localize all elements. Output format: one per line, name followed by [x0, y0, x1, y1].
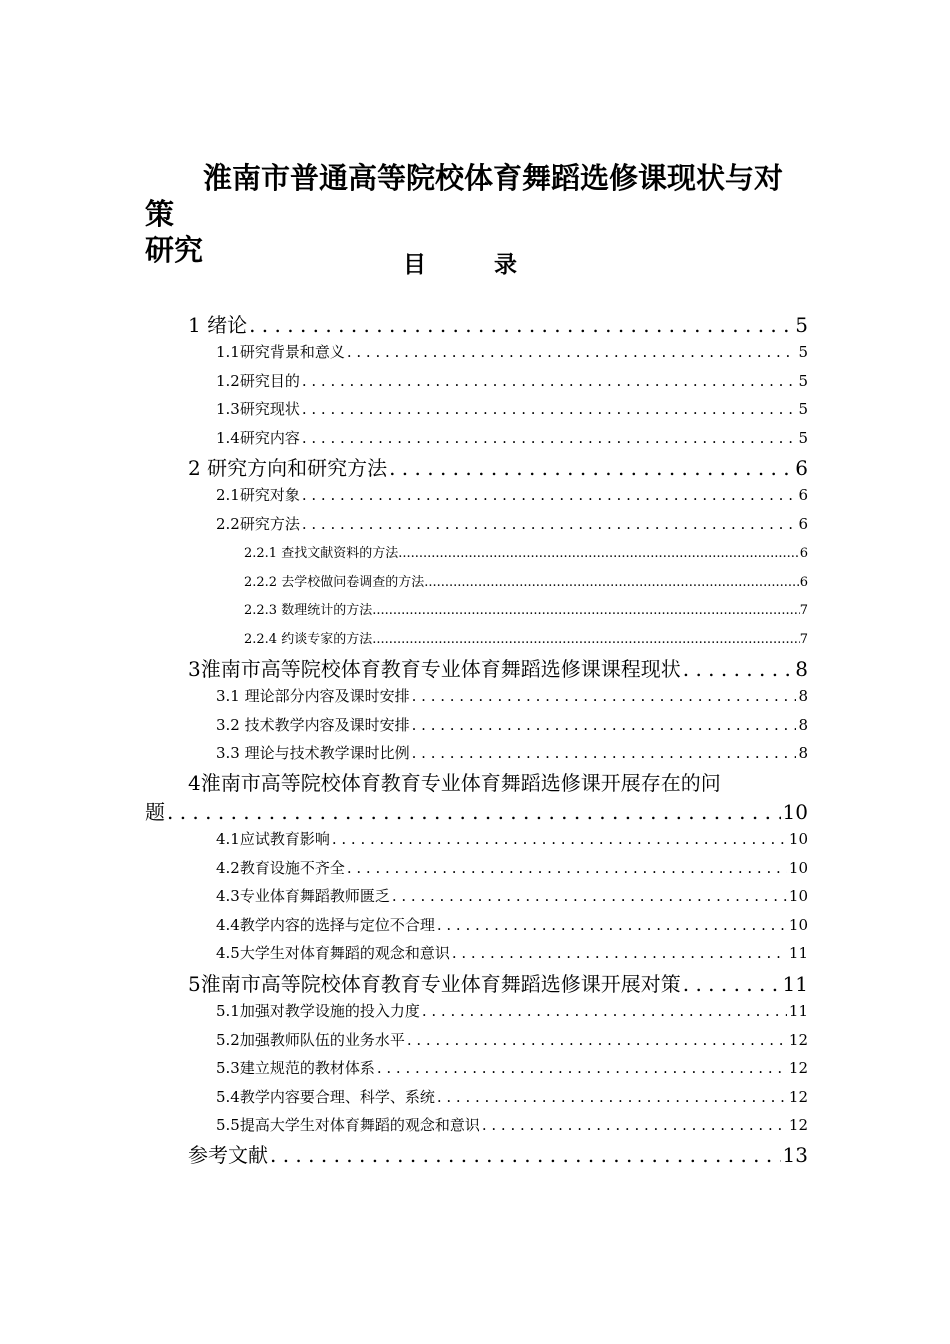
toc-page-number: 10: [782, 800, 808, 822]
toc-entry-text: 2.2.1 查找文献资料的方法: [244, 546, 399, 561]
toc-leader-dots: [407, 1031, 787, 1049]
toc-page-number: 12: [788, 1088, 808, 1106]
toc-leader-dots: [270, 1143, 781, 1165]
toc-leader-dots: [302, 400, 797, 418]
toc-entry[interactable]: [216, 1114, 808, 1136]
toc-entry-text: 2.2.2 去学校做问卷调查的方法: [244, 575, 425, 590]
toc-page-number: 11: [782, 972, 808, 994]
toc-entry-text: 5.2加强教师队伍的业务水平: [216, 1031, 405, 1049]
toc-entry-text: 5.4教学内容要合理、科学、系统: [216, 1088, 435, 1106]
toc-entry[interactable]: [216, 1029, 808, 1051]
toc-entry-text: 2.2研究方法: [216, 515, 300, 533]
toc-entry-text: 5.1加强对教学设施的投入力度: [216, 1002, 420, 1020]
toc-entry-text: 3.2 技术教学内容及课时安排: [216, 716, 410, 734]
toc-page-number: 6: [799, 575, 808, 590]
toc-entry-text: 参考文献: [188, 1143, 268, 1165]
toc-entry[interactable]: [188, 452, 808, 478]
toc-leader-dots: [377, 1059, 787, 1077]
toc-entry[interactable]: [216, 828, 808, 850]
toc-entry[interactable]: [216, 1086, 808, 1108]
toc-page-number: 6: [799, 546, 808, 561]
toc-page-number: 10: [788, 887, 808, 905]
toc-page-number: 5: [798, 400, 808, 418]
toc-leader-dots: [424, 575, 800, 590]
toc-leader-dots: [347, 343, 797, 361]
toc-entry-text: 5.5提高大学生对体育舞蹈的观念和意识: [216, 1116, 480, 1134]
toc-entry-wrapped-line[interactable]: 4淮南市高等院校体育教育专业体育舞蹈选修课开展存在的问: [188, 771, 721, 795]
toc-entry[interactable]: [188, 653, 808, 679]
toc-page-number: 5: [798, 372, 808, 390]
toc-entry[interactable]: [216, 427, 808, 449]
toc-entry-text: 3.3 理论与技术教学课时比例: [216, 744, 410, 762]
toc-entry-text: 1.4研究内容: [216, 429, 300, 447]
toc-page-number: 12: [788, 1059, 808, 1077]
toc-entry-text: 2.2.4 约谈专家的方法: [244, 632, 373, 647]
toc-entry-text: 4.1应试教育影响: [216, 830, 330, 848]
toc-entry-text: 2.1研究对象: [216, 486, 300, 504]
toc-page-number: 12: [788, 1116, 808, 1134]
toc-page-number: 11: [788, 944, 808, 962]
toc-page-number: 10: [788, 859, 808, 877]
toc-entry[interactable]: [188, 309, 808, 335]
toc-entry-text: 题: [145, 800, 165, 822]
toc-leader-dots: [372, 632, 800, 647]
toc-leader-dots: [422, 1002, 787, 1020]
toc-leader-dots: [249, 313, 793, 335]
toc-page-number: 5: [795, 313, 808, 335]
toc-entry-text: 1.2研究目的: [216, 372, 300, 390]
toc-entry[interactable]: [216, 885, 808, 907]
toc-leader-dots: [437, 916, 787, 934]
toc-entry[interactable]: [216, 513, 808, 535]
toc-leader-dots: [683, 972, 781, 994]
toc-page-number: 7: [799, 603, 808, 618]
toc-page-number: 6: [798, 515, 808, 533]
toc-leader-dots: [302, 429, 797, 447]
toc-entry[interactable]: [216, 685, 808, 707]
toc-entry[interactable]: [216, 398, 808, 420]
title-line-1: 淮南市普通高等院校体育舞蹈选修课现状与对策: [145, 161, 784, 231]
toc-entry-text: 5.3建立规范的教材体系: [216, 1059, 375, 1077]
toc-page-number: 5: [798, 429, 808, 447]
toc-leader-dots: [389, 456, 793, 478]
toc-page-number: 8: [798, 687, 808, 705]
toc-leader-dots: [167, 800, 781, 822]
toc-entry-text: 5淮南市高等院校体育教育专业体育舞蹈选修课开展对策: [188, 972, 681, 994]
toc-entry[interactable]: [188, 1139, 808, 1165]
toc-entry[interactable]: [244, 571, 808, 591]
toc-entry[interactable]: [216, 341, 808, 363]
toc-entry[interactable]: [216, 370, 808, 392]
toc-leader-dots: [412, 744, 797, 762]
toc-page-number: 5: [798, 343, 808, 361]
toc-leader-dots: [302, 515, 797, 533]
toc-page-number: 13: [782, 1143, 808, 1165]
toc-leader-dots: [392, 887, 787, 905]
toc-entry-text: 4.4教学内容的选择与定位不合理: [216, 916, 435, 934]
toc-entry-text: 4.2教育设施不齐全: [216, 859, 345, 877]
toc-leader-dots: [437, 1088, 787, 1106]
toc-entry-text: 1 绪论: [188, 313, 248, 335]
toc-entry[interactable]: [244, 542, 808, 562]
toc-entry[interactable]: [244, 628, 808, 648]
toc-entry-text: 1.1研究背景和意义: [216, 343, 345, 361]
toc-entry-text: 2.2.3 数理统计的方法: [244, 603, 373, 618]
toc-page-number: 6: [795, 456, 808, 478]
toc-entry[interactable]: [244, 599, 808, 619]
toc-page-number: 10: [788, 916, 808, 934]
toc-page-number: 6: [798, 486, 808, 504]
toc-leader-dots: [347, 859, 787, 877]
toc-entry[interactable]: [216, 942, 808, 964]
toc-entry-text: 1.3研究现状: [216, 400, 300, 418]
toc-leader-dots: [398, 546, 800, 561]
toc-entry[interactable]: [216, 914, 808, 936]
title-line-2: 研究: [145, 233, 204, 267]
toc-entry[interactable]: [216, 1057, 808, 1079]
toc-leader-dots: [302, 486, 797, 504]
toc-page-number: 8: [798, 744, 808, 762]
toc-page-number: 8: [798, 716, 808, 734]
toc-entry[interactable]: [216, 857, 808, 879]
toc-page-number: 7: [799, 632, 808, 647]
toc-entry-text: 4.5大学生对体育舞蹈的观念和意识: [216, 944, 450, 962]
toc-leader-dots: [452, 944, 787, 962]
toc-entry[interactable]: [216, 742, 808, 764]
toc-page-number: 8: [795, 657, 808, 679]
toc-leader-dots: [482, 1116, 787, 1134]
toc-entry-text: 2 研究方向和研究方法: [188, 456, 388, 478]
toc-entry[interactable]: [188, 968, 808, 994]
toc-leader-dots: [412, 716, 797, 734]
toc-leader-dots: [302, 372, 797, 390]
toc-leader-dots: [412, 687, 797, 705]
toc-entry[interactable]: [145, 796, 808, 822]
toc-page-number: 12: [788, 1031, 808, 1049]
toc-entry[interactable]: [216, 1000, 808, 1022]
toc-entry[interactable]: [216, 714, 808, 736]
toc-entry-text: 3淮南市高等院校体育教育专业体育舞蹈选修课课程现状: [188, 657, 681, 679]
toc-leader-dots: [372, 603, 800, 618]
toc-entry[interactable]: [216, 484, 808, 506]
toc-page-number: 11: [788, 1002, 808, 1020]
toc-entry-text: 3.1 理论部分内容及课时安排: [216, 687, 410, 705]
toc-heading: 目 录: [402, 252, 547, 278]
toc-page-number: 10: [788, 830, 808, 848]
toc-leader-dots: [683, 657, 794, 679]
toc-entry-text: 4.3专业体育舞蹈教师匮乏: [216, 887, 390, 905]
toc-leader-dots: [332, 830, 787, 848]
